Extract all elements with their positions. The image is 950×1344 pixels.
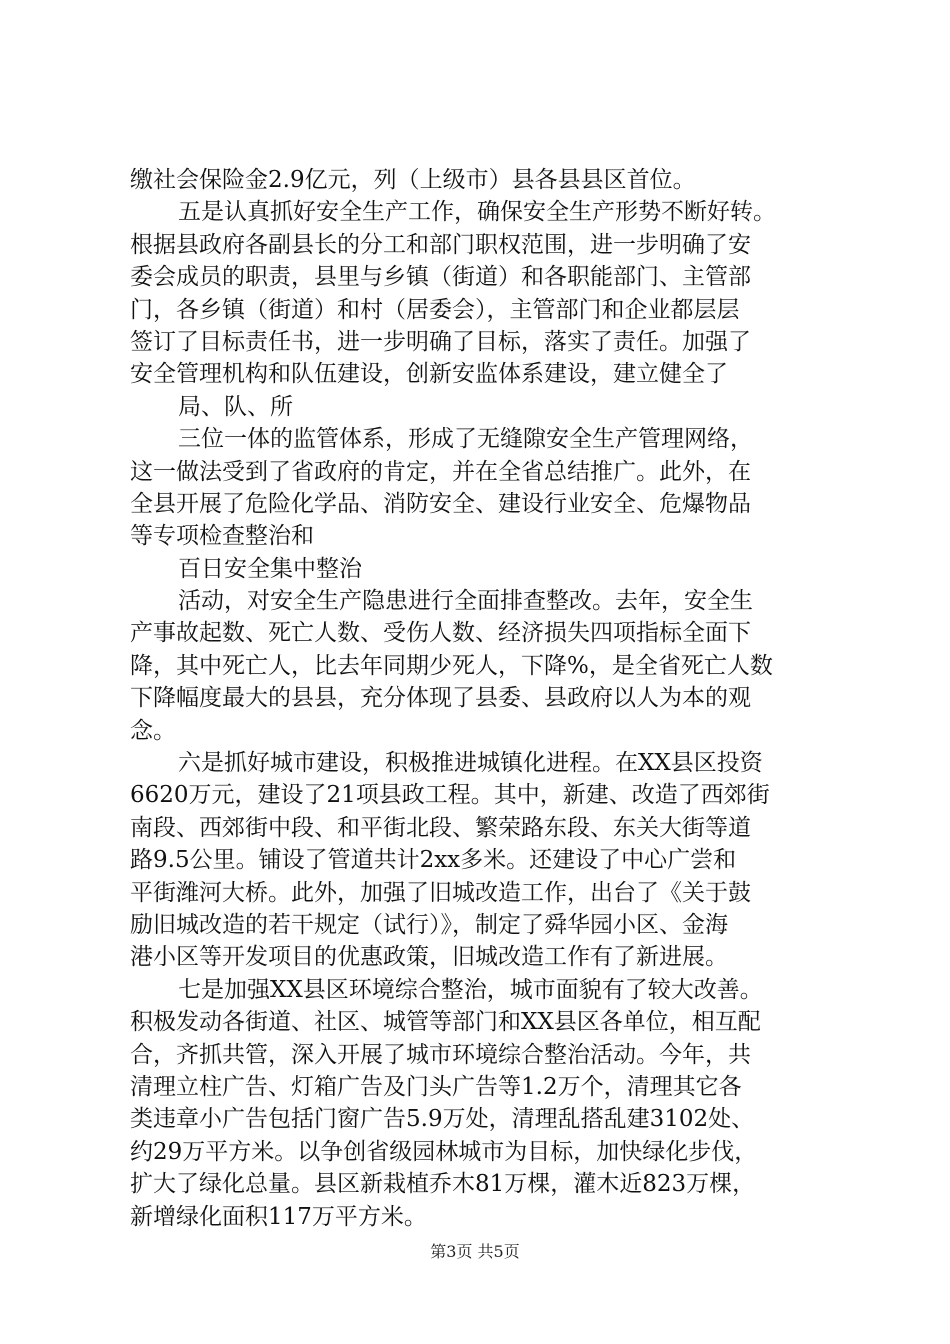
page-number: 第3页 共5页 [430,1242,520,1261]
text-line: 安全管理机构和队伍建设，创新安监体系建设，建立健全了 [130,361,728,388]
text-line: 念。 [130,717,176,744]
text-line: 平街潍河大桥。此外，加强了旧城改造工作，出台了《关于鼓 [130,879,751,906]
text-line: 根据县政府各副县长的分工和部门职权范围，进一步明确了安 [130,231,751,258]
text-line: 百日安全集中整治 [178,555,362,582]
text-line: 全县开展了危险化学品、消防安全、建设行业安全、危爆物品 [130,490,751,517]
text-line: 新增绿化面积117万平方米。 [130,1203,427,1230]
text-line: 缴社会保险金2.9亿元，列（上级市）县各县县区首位。 [130,167,696,193]
text-line: 积极发动各街道、社区、城管等部门和XX县区各单位，相互配 [130,1009,761,1036]
text-line: 下降幅度最大的县县，充分体现了县委、县政府以人为本的观 [130,685,751,712]
text-line: 这一做法受到了省政府的肯定，并在全省总结推广。此外，在 [130,458,751,485]
text-line: 类违章小广告包括门窗广告5.9万处，清理乱搭乱建3102处、 [130,1106,755,1133]
text-line: 南段、西郊街中段、和平街北段、繁荣路东段、东关大街等道 [130,814,751,841]
text-line: 五是认真抓好安全生产工作，确保安全生产形势不断好转。 [178,199,776,226]
text-line: 局、队、所 [178,393,293,420]
text-line: 活动，对安全生产隐患进行全面排查整改。去年，安全生 [178,588,753,615]
text-line: 约29万平方米。以争创省级园林城市为目标，加快绿化步伐， [130,1138,758,1165]
text-line: 路9.5公里。铺设了管道共计2xx多米。还建设了中心广尝和 [130,847,737,874]
text-line: 产事故起数、死亡人数、受伤人数、经济损失四项指标全面下 [130,620,751,647]
text-line: 励旧城改造的若干规定（试行）》，制定了舜华园小区、金海 [130,911,728,938]
text-line: 七是加强XX县区环境综合整治，城市面貌有了较大改善。 [178,976,763,1003]
text-line: 降，其中死亡人，比去年同期少死人，下降%，是全省死亡人数 [130,652,773,679]
text-line: 委会成员的职责，县里与乡镇（街道）和各职能部门、主管部 [130,264,751,291]
text-line: 签订了目标责任书，进一步明确了目标，落实了责任。加强了 [130,328,751,355]
text-line: 港小区等开发项目的优惠政策，旧城改造工作有了新进展。 [130,944,728,971]
text-line: 三位一体的监管体系，形成了无缝隙安全生产管理网络， [178,426,753,453]
text-line: 扩大了绿化总量。县区新栽植乔木81万棵，灌木近823万棵， [130,1171,756,1198]
text-line: 六是抓好城市建设，积极推进城镇化进程。在XX县区投资 [178,750,763,777]
text-line: 清理立柱广告、灯箱广告及门头广告等1.2万个，清理其它各 [130,1073,742,1100]
document-body [130,164,830,1233]
text-line: 等专项检查整治和 [130,523,314,550]
text-line: 合，齐抓共管，深入开展了城市环境综合整治活动。今年，共 [130,1041,751,1068]
text-line: 门，各乡镇（街道）和村（居委会），主管部门和企业都层层 [130,296,740,323]
text-line: 6620万元，建设了21项县政工程。其中，新建、改造了西郊街 [130,782,770,809]
